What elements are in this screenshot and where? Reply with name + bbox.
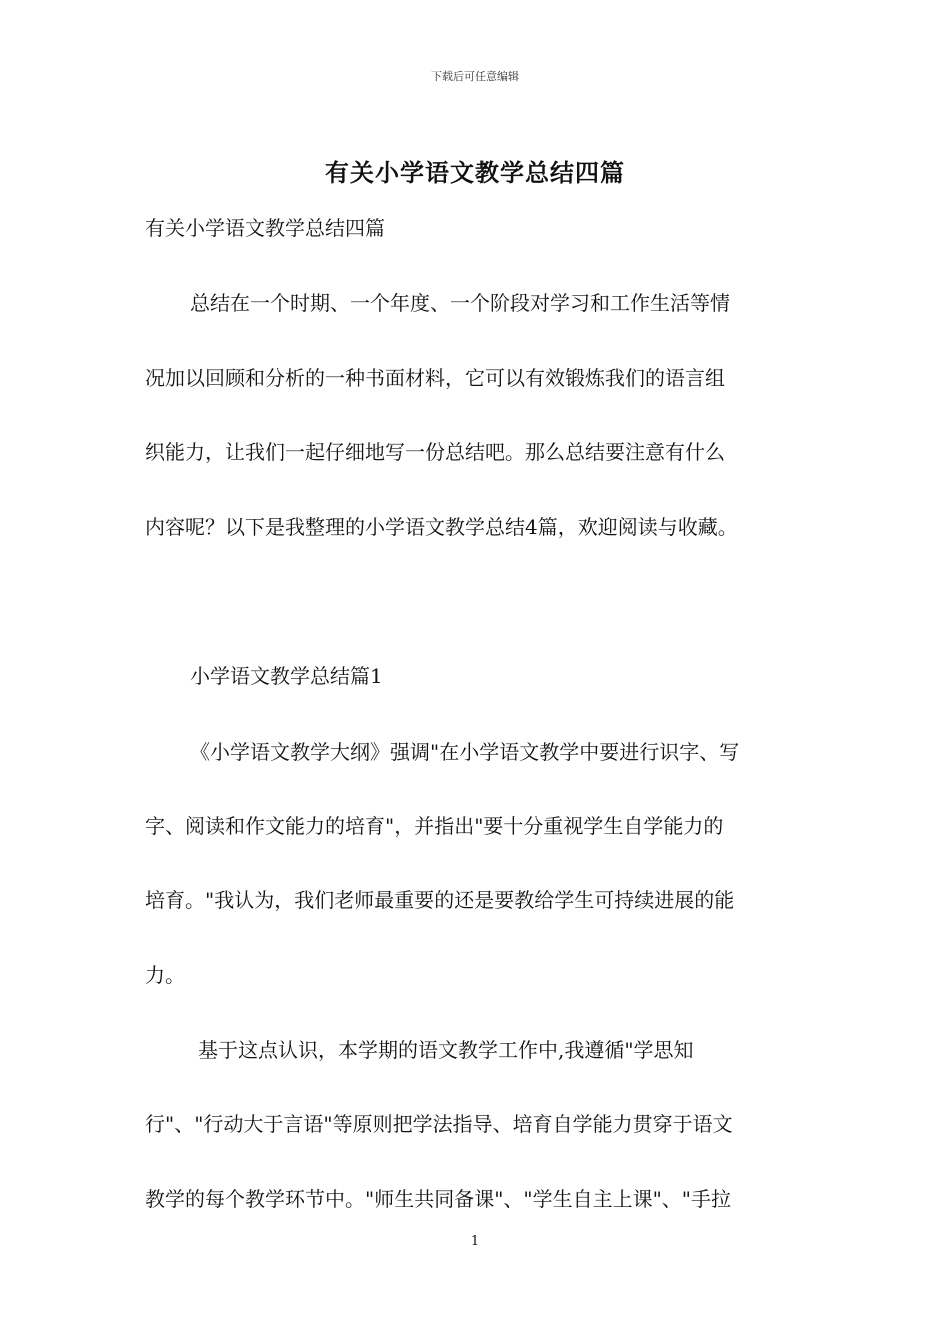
paragraph-line: 教学的每个教学环节中。"师生共同备课"、"学生自主上课"、"手拉 <box>145 1187 731 1211</box>
paragraph-line: 《小学语文教学大纲》强调"在小学语文教学中要进行识字、写 <box>190 740 740 764</box>
section-heading: 小学语文教学总结篇1 <box>190 664 383 688</box>
document-title: 有关小学语文教学总结四篇 <box>325 158 625 187</box>
document-subtitle: 有关小学语文教学总结四篇 <box>145 216 385 240</box>
page-header: 下载后可任意编辑 <box>431 70 519 83</box>
intro-line: 织能力，让我们一起仔细地写一份总结吧。那么总结要注意有什么 <box>145 440 725 464</box>
intro-line: 总结在一个时期、一个年度、一个阶段对学习和工作生活等情 <box>190 291 730 315</box>
intro-line: 内容呢？以下是我整理的小学语文教学总结4篇，欢迎阅读与收藏。 <box>145 515 738 539</box>
paragraph-line: 行"、"行动大于言语"等原则把学法指导、培育自学能力贯穿于语文 <box>145 1112 733 1136</box>
page-number: 1 <box>470 1234 480 1249</box>
paragraph-line: 培育。"我认为，我们老师最重要的还是要教给学生可持续进展的能 <box>145 888 735 912</box>
paragraph-line: 字、阅读和作文能力的培育"，并指出"要十分重视学生自学能力的 <box>145 814 724 838</box>
paragraph-line: 力。 <box>145 963 185 987</box>
paragraph-line: 基于这点认识，本学期的语文教学工作中,我遵循"学思知 <box>198 1038 694 1062</box>
intro-line: 况加以回顾和分析的一种书面材料，它可以有效锻炼我们的语言组 <box>145 366 725 390</box>
